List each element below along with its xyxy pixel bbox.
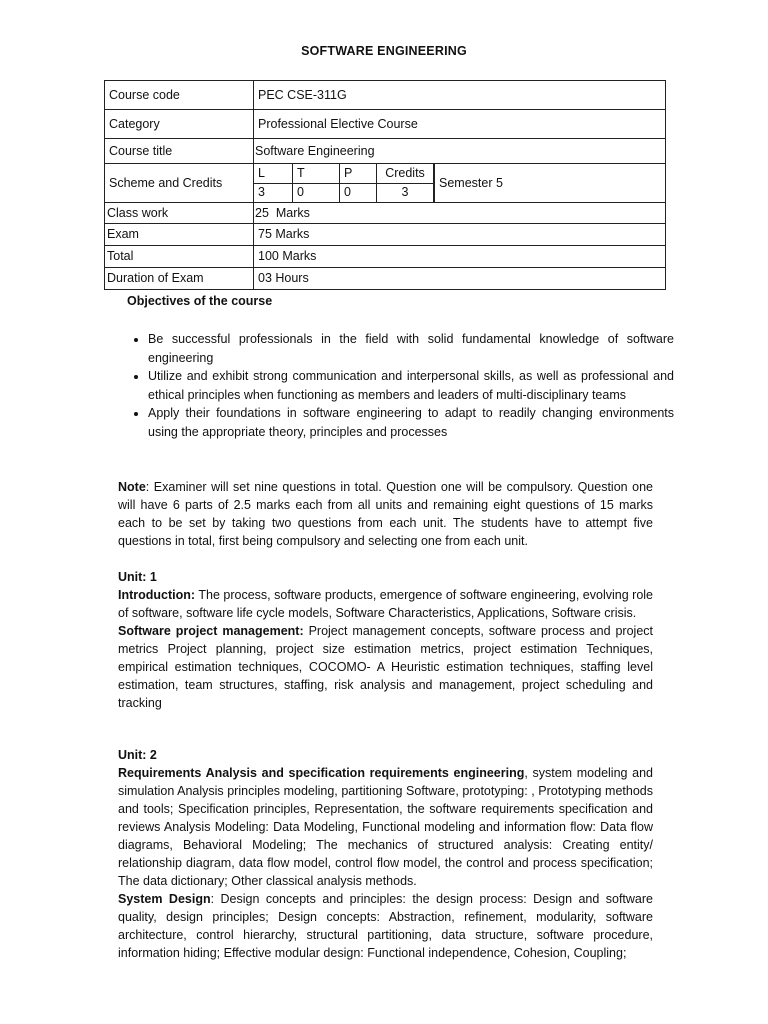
spm-label: Software project management: bbox=[118, 624, 304, 638]
scheme-value-l: 3 bbox=[254, 183, 293, 202]
category-value: Professional Elective Course bbox=[254, 110, 666, 139]
duration-value: 03 Hours bbox=[254, 268, 666, 290]
scheme-grid bbox=[254, 164, 435, 203]
class-work-value: 25 Marks bbox=[254, 203, 666, 224]
duration-label: Duration of Exam bbox=[105, 268, 254, 290]
list-item: • Utilize and exhibit strong communication and interpersonal skills, as well as professional and ethical principles when functioning as members and leaders of multi-disciplinary teams bbox=[148, 367, 674, 404]
scheme-header-t: T bbox=[293, 164, 340, 183]
unit-2-sd bbox=[118, 890, 653, 962]
table-row bbox=[105, 81, 666, 110]
req-label: Requirements Analysis and specification requirements engineering bbox=[118, 766, 525, 780]
table-row bbox=[105, 224, 666, 246]
objectives-heading: Objectives of the course bbox=[127, 294, 273, 308]
scheme-value-credits: 3 bbox=[377, 183, 434, 202]
req-text: , system modeling and simulation Analysis principles modeling, partitioning Software, prototyping: , Prototyping methods and tools; Specification principles, Representation, the software requirements specification and reviews Analysis Modeling: Data Modeling, Functional modeling and information flow: Data flow diagrams, Behavioral Modeling; The mechanics of structured analysis: Creating entity/ relationship diagram, data flow model, control flow model, the control and process specification; The data dictionary; Other classical analysis methods. bbox=[118, 766, 654, 888]
list-item: • Apply their foundations in software engineering to adapt to readily changing environments using the appropriate theory, principles and processes bbox=[148, 404, 674, 441]
unit-2-section bbox=[118, 746, 653, 962]
course-title-value: Software Engineering bbox=[254, 139, 666, 164]
note-label: Note bbox=[118, 480, 146, 494]
objectives-list bbox=[126, 330, 674, 441]
table-row bbox=[105, 268, 666, 290]
course-details-table bbox=[104, 80, 666, 290]
exam-note bbox=[118, 478, 653, 550]
scheme-label: Scheme and Credits bbox=[105, 164, 254, 203]
unit-1-intro bbox=[118, 586, 653, 622]
unit-1-spm bbox=[118, 622, 653, 712]
note-text: : Examiner will set nine questions in total. Question one will be compulsory. Question one will have 6 parts of 2.5 marks each from all units and remaining eight questions of 15 marks each to be set by taking two questions from each unit. The students have to attempt five questions in total, first being compulsory and selecting one from each unit. bbox=[118, 480, 653, 548]
unit-1-title: Unit: 1 bbox=[118, 570, 157, 584]
sd-text: : Design concepts and principles: the design process: Design and software quality, design principles; Design concepts: Abstraction, refinement, modularity, software architecture, control hierarchy, structural partitioning, data structure, software procedure, information hiding; Effective modular design: Functional independence, Cohesion, Coupling; bbox=[118, 892, 653, 960]
scheme-header-credits: Credits bbox=[377, 164, 434, 183]
page-title: SOFTWARE ENGINEERING bbox=[301, 44, 467, 58]
spm-text: Project management concepts, software process and project metrics Project planning, project size estimation metrics, project estimation Techniques, empirical estimation techniques, COCOMO- A Heuristic estimation techniques, staffing level estimation, team structures, staffing, risk analysis and management, project scheduling and tracking bbox=[118, 624, 653, 710]
total-value: 100 Marks bbox=[254, 246, 666, 268]
table-row bbox=[105, 139, 666, 164]
total-label: Total bbox=[105, 246, 254, 268]
category-label: Category bbox=[105, 110, 254, 139]
exam-value: 75 Marks bbox=[254, 224, 666, 246]
scheme-header-l: L bbox=[254, 164, 293, 183]
table-row bbox=[105, 246, 666, 268]
course-code-label: Course code bbox=[105, 81, 254, 110]
unit-2-req bbox=[118, 764, 653, 890]
intro-text: The process, software products, emergence of software engineering, evolving role of software, software life cycle models, Software Characteristics, Applications, Software crisis. bbox=[118, 588, 653, 620]
table-row bbox=[105, 203, 666, 224]
scheme-header-p: P bbox=[340, 164, 377, 183]
intro-label: Introduction: bbox=[118, 588, 196, 602]
unit-2-title: Unit: 2 bbox=[118, 748, 157, 762]
list-item: • Be successful professionals in the field with solid fundamental knowledge of software engineering bbox=[148, 330, 674, 367]
sd-label: System Design bbox=[118, 892, 211, 906]
course-code-value: PEC CSE-311G bbox=[254, 81, 666, 110]
semester-value: Semester 5 bbox=[435, 164, 666, 203]
unit-1-section bbox=[118, 568, 653, 712]
course-title-label: Course title bbox=[105, 139, 254, 164]
class-work-label: Class work bbox=[105, 203, 254, 224]
table-row bbox=[105, 164, 666, 203]
scheme-value-t: 0 bbox=[293, 183, 340, 202]
exam-label: Exam bbox=[105, 224, 254, 246]
scheme-value-p: 0 bbox=[340, 183, 377, 202]
table-row bbox=[105, 110, 666, 139]
